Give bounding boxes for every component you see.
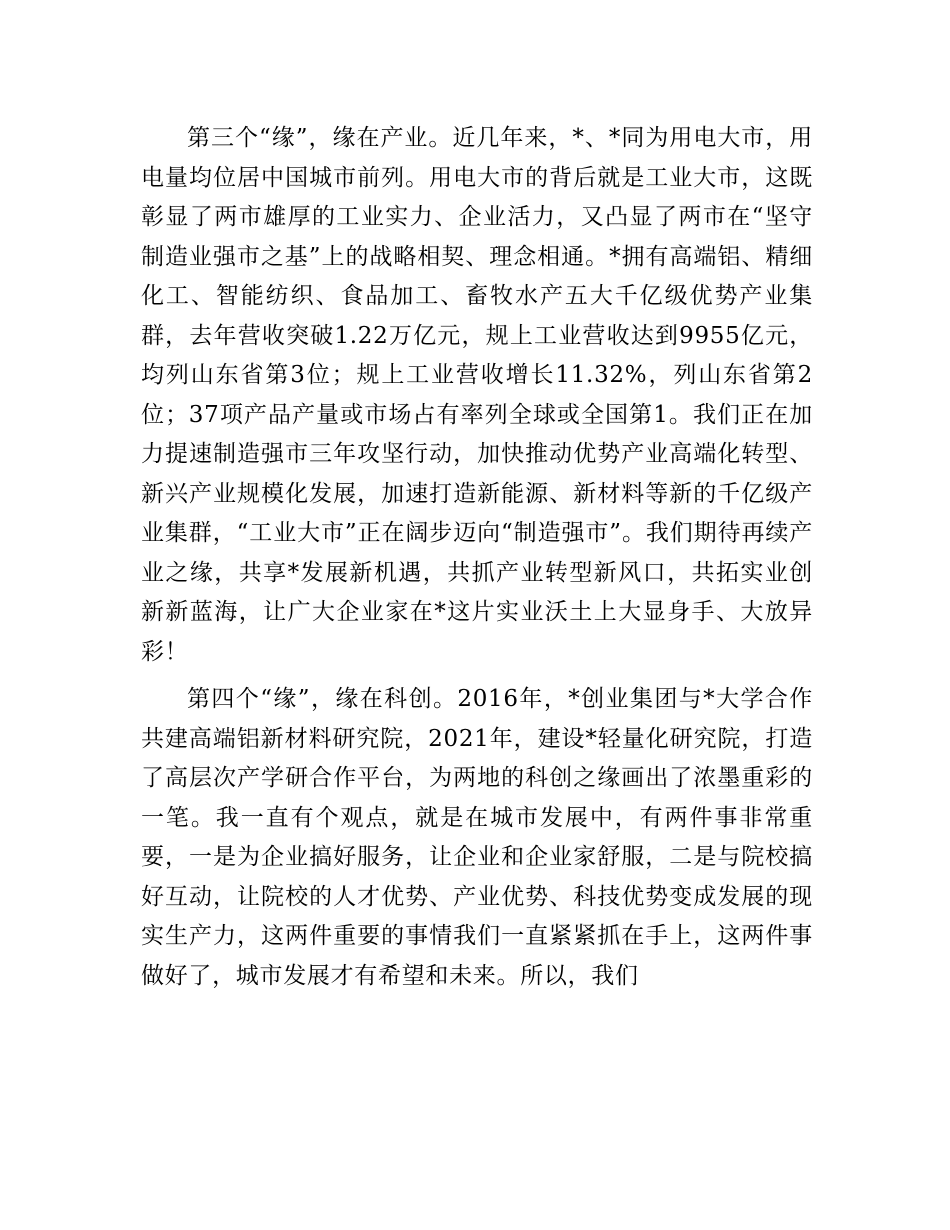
document-body [141, 119, 813, 996]
paragraph-industry: 第三个“缘”，缘在产业。近几年来，*、*同为用电大市，用电量均位居中国城市前列。用电大市的背后就是工业大市，这既彰显了两市雄厚的工业实力、企业活力，又凸显了两市在“坚守制造业强市之基”上的战略相契、理念相通。*拥有高端铝、精细化工、智能纺织、食品加工、畜牧水产五大千亿级优势产业集群，去年营收突破1.22万亿元，规上工业营收达到9955亿元，均列山东省第3位；规上工业营收增长11.32%，列山东省第2位；37项产品产量或市场占有率列全球或全国第1。我们正在加力提速制造强市三年攻坚行动，加快推动优势产业高端化转型、新兴产业规模化发展，加速打造新能源、新材料等新的千亿级产业集群，“工业大市”正在阔步迈向“制造强市”。我们期待再续产业之缘，共享*发展新机遇，共抓产业转型新风口，共拓实业创新新蓝海，让广大企业家在*这片实业沃土上大显身手、大放异彩！ [141, 125, 813, 665]
paragraph-innovation: 第四个“缘”，缘在科创。2016年，*创业集团与*大学合作共建高端铝新材料研究院，2021年，建设*轻量化研究院，打造了高层次产学研合作平台，为两地的科创之缘画出了浓墨重彩的一笔。我一直有个观点，就是在城市发展中，有两件事非常重要，一是为企业搞好服务，让企业和企业家舒服，二是与院校搞好互动，让院校的人才优势、产业优势、科技优势变成发展的现实生产力，这两件重要的事情我们一直紧紧抓在手上，这两件事做好了，城市发展才有希望和未来。所以，我们 [141, 686, 813, 989]
